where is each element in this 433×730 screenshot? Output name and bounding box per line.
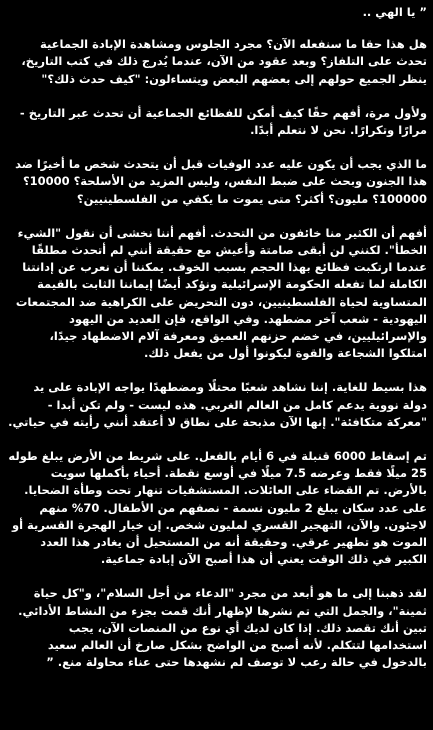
paragraph-1: هل هذا حقا ما سنفعله الآن؟ مجرد الجلوس ومشاهدة الإبادة الجماعية تحدث على التلفاز؟ وبعد عقود من الآن، عندما يُدرج ذلك في كتب التاريخ، ينظر الجميع حولهم إلى بعضهم البعض ويتساءلون: "كيف حدث ذلك؟" <box>21 37 427 86</box>
paragraph-7: لقد ذهبنا إلى ما هو أبعد من مجرد "الدعاء من أجل السلام"، و"كل حياة ثمينة"، والجمل التي تم نشرها لإظهار أنك قمت بجزء من النشاط الأدائي. تبين أنك تقصد ذلك. إذا كان لديك أي نوع من المنصات الآن، يجب استخدامها لتتكلم. لأنه أصبح من الواضح بشكل صارخ أن العالم سعيد بالدخول في حالة رعب لا توصف لم نشهدها حتى عناء محاولة منع. ” <box>18 586 427 670</box>
paragraph-6: تم إسقاط 6000 قنبلة في 6 أيام بالفعل. على شريط من الأرض يبلغ طوله 25 ميلًا فقط وعرضه 7.5 ميلًا في أوسع نقطة. أحياء بأكملها سويت بالأرض. تم القضاء على العائلات. المستشفيات تنهار تحت وطأة الضحايا. على عدد سكان يبلغ 2 مليون نسمة - نصفهم من الأطفال. 70% منهم لاجئون. والآن، التهجير القسري لمليون شخص. إن خيار الهجرة القسرية أو الموت هو تطهير عرقي. وحقيقة أنه من المستحيل أن يغادر هذا العدد الكبير في ذلك الوقت يعني أن هذا أصبح الآن إبادة جماعية. <box>8 449 427 567</box>
paragraph-2: ولأول مرة، أفهم حقًا كيف أمكن للفظائع الجماعية أن تحدث عبر التاريخ - مرارًا وتكرارًا. نحن لا نتعلم أبدًا. <box>19 105 427 138</box>
paragraph-4: أفهم أن الكثير منا خائفون من التحدث. أفهم أننا نخشى أن نقول "الشيء الخطأ". لكنني لن أبقى صامتة وأعيش مع حقيقة أنني لم أتحدث مطلقًا عندما ارتكبت فظائع بهذا الحجم بسبب الخوف. يمكننا أن نعرب عن إدانتنا الكاملة لما تفعله الحكومة الإسرائيلية ونؤكد أيضًا إيماننا الثابت بالقيمة المتساوية لحياة الفلسطينيين، دون التحريض على الكراهية ضد المجتمعات اليهودية - شعب آخر مضطهد. وفي الواقع، فإن العديد من اليهود والإسرائيليين، في خضم حزنهم العميق ومعرفة آلام الاضطهاد جيدًا، امتلكوا الشجاعة والقوة ليكونوا أول من يفعل ذلك. <box>15 225 427 361</box>
opening-line: ” يا الهي .. <box>362 5 427 19</box>
paragraph-3: ما الذي يجب أن يكون عليه عدد الوفيات قبل أن يتحدث شخص ما أخيرًا ضد هذا الجنون وبحث على ضبط النفس، وليس المزيد من الأسلحة؟ 10000؟ 100000؟ مليون؟ أكثر؟ متى يموت ما يكفي من الفلسطينيين؟ <box>15 157 427 206</box>
paragraph-5: هذا بسيط للغاية. إننا نشاهد شعبًا محتلًا ومضطهدًا يواجه الإبادة على يد دولة نووية يدعم كامل من العالم الغربي. هذه ليست - ولم تكن أبدا - "معركة متكافئة". إنها الآن مذبحة على نطاق لا أعتقد أنني رأيته في حياتي. <box>8 380 427 429</box>
